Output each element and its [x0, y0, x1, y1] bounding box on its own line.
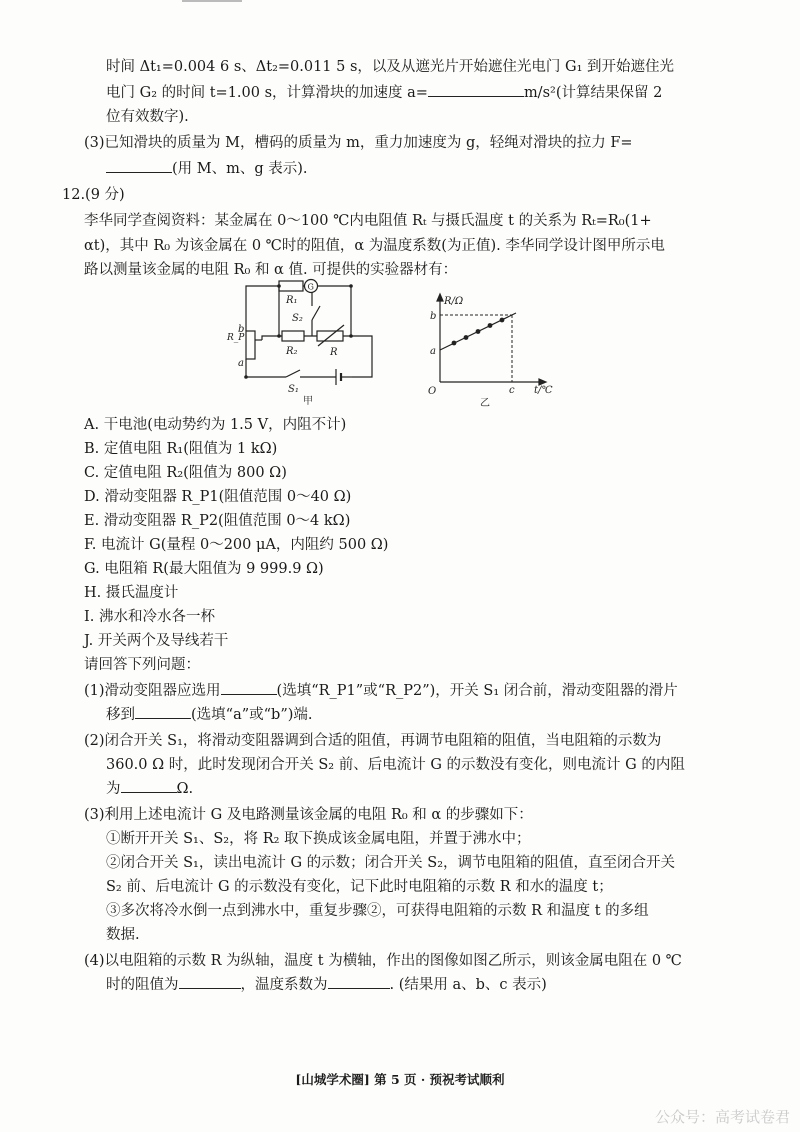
item-f: F. 电流计 G(量程 0～200 μA，内阻约 500 Ω) — [84, 537, 389, 553]
circuit-diagram-jia — [224, 276, 384, 406]
caption-jia: 甲 — [303, 396, 313, 406]
data-point — [488, 323, 493, 328]
graph-yi — [424, 290, 564, 408]
answer-blank-acceleration[interactable] — [428, 82, 524, 97]
item-b: B. 定值电阻 R₁(阻值为 1 kΩ) — [84, 441, 278, 457]
q11-line3: 位有效数字). — [106, 109, 189, 125]
part4-line1: (4)以电阻箱的示数 R 为纵轴，温度 t 为横轴，作出的图像如图乙所示，则该金属电阻在 0 ℃ — [84, 953, 682, 969]
xlabel: t/℃ — [534, 385, 553, 396]
part1-end-hint: (选填“a”或“b”)端. — [191, 707, 313, 723]
xtick-c: c — [509, 385, 515, 396]
answer-blank-slider-end[interactable] — [135, 704, 191, 719]
resistor-r1 — [279, 281, 303, 291]
wire-slider — [262, 336, 279, 340]
item-g: G. 电阻箱 R(最大阻值为 9 999.9 Ω) — [84, 561, 324, 577]
q12-intro-1: 李华同学查阅资料：某金属在 0～100 ℃内电阻值 Rₜ 与摄氏温度 t 的关系为 Rₜ=R₀(1+ — [84, 213, 652, 229]
wire-bottom-left — [246, 359, 286, 377]
answer-blank-tension[interactable] — [106, 158, 172, 173]
node — [244, 375, 248, 379]
answer-blank-alpha[interactable] — [328, 974, 390, 989]
item-j: J. 开关两个及导线若干 — [84, 633, 229, 649]
answer-blank-rheostat[interactable] — [221, 680, 277, 695]
page-footer: [山城学术圈] 第 5 页 · 预祝考试顺利 — [295, 1072, 505, 1087]
item-h: H. 摄氏温度计 — [84, 585, 179, 601]
part2-line3 — [106, 778, 193, 800]
ylabel: R/Ω — [444, 296, 464, 307]
switch-s1 — [286, 370, 300, 377]
node — [349, 334, 353, 338]
node — [349, 284, 353, 288]
q11-line2 — [106, 82, 662, 104]
top-rule — [182, 0, 242, 2]
node — [277, 334, 281, 338]
part4-alpha-text: ，温度系数为 — [240, 977, 328, 993]
y-axis-arrow — [437, 294, 443, 301]
label-g: G — [307, 282, 314, 292]
label-r: R — [330, 347, 338, 358]
label-r1: R₁ — [286, 295, 298, 306]
label-rp: R_P — [227, 333, 245, 343]
answer-prompt: 请回答下列问题： — [84, 657, 200, 673]
part1-line2 — [106, 704, 313, 726]
q12-intro-2: αt)，其中 R₀ 为该金属在 0 ℃时的阻值，α 为温度系数(为正值). 李华同学设计图甲所示电 — [84, 238, 665, 254]
label-r2: R₂ — [286, 346, 298, 357]
ytick-a: a — [430, 346, 436, 357]
q12-intro-3: 路以测量该金属的电阻 R₀ 和 α 值. 可提供的实验器材有： — [84, 262, 458, 278]
q11-line2-text: 电门 G₂ 的时间 t=1.00 s，计算滑块的加速度 a= — [106, 85, 428, 101]
label-s2: S₂ — [292, 313, 303, 324]
switch-s2 — [312, 306, 320, 320]
q11-part3-answer — [106, 158, 308, 180]
part2-unit: Ω. — [176, 781, 194, 797]
part2-line1: (2)闭合开关 S₁，将滑动变阻器调到合适的阻值，再调节电阻箱的阻值，当电阻箱的示数为 — [84, 733, 662, 749]
part4-line2 — [106, 974, 547, 996]
item-e: E. 滑动变阻器 R_P2(阻值范围 0～4 kΩ) — [84, 513, 351, 529]
q11-part3: (3)已知滑块的质量为 M，槽码的质量为 m，重力加速度为 g，轻绳对滑块的拉力 F= — [84, 135, 633, 151]
part1-text: (1)滑动变阻器应选用 — [84, 683, 221, 699]
item-i: I. 沸水和冷水各一杯 — [84, 609, 215, 625]
label-a: a — [238, 358, 244, 369]
item-a: A. 干电池(电动势约为 1.5 V，内阻不计) — [84, 417, 347, 433]
data-point — [452, 341, 457, 346]
label-s1: S₁ — [288, 384, 299, 395]
watermark: 公众号：高考试卷君 — [654, 1108, 790, 1126]
resistor-r2 — [282, 331, 304, 341]
node — [277, 284, 281, 288]
part2-wei: 为 — [106, 781, 121, 797]
label-b: b — [238, 324, 245, 335]
part3-step1: ①断开开关 S₁、S₂，将 R₂ 取下换成该金属电阻，并置于沸水中； — [106, 831, 531, 847]
part3-step2: ②闭合开关 S₁，读出电流计 G 的示数；闭合开关 S₂，调节电阻箱的阻值，直至闭合开关 — [106, 855, 676, 871]
answer-blank-internal-resistance[interactable] — [121, 778, 177, 793]
q11-part3-hint: (用 M、m、g 表示). — [172, 161, 308, 177]
wire-outer — [246, 286, 372, 377]
q12-header: 12.(9 分) — [62, 187, 125, 203]
part3-step3-cont: 数据. — [106, 927, 140, 943]
part3-line1: (3)利用上述电流计 G 及电路测量该金属的电阻 R₀ 和 α 的步骤如下： — [84, 807, 533, 823]
origin-label: O — [428, 386, 437, 397]
rheostat-rp — [246, 331, 255, 359]
part4-r0-text: 时的阻值为 — [106, 977, 179, 993]
data-point — [464, 335, 469, 340]
answer-blank-r0[interactable] — [179, 974, 241, 989]
data-point — [500, 318, 505, 323]
part3-step3: ③多次将冷水倒一点到沸水中，重复步骤②，可获得电阻箱的示数 R 和温度 t 的多组 — [106, 903, 649, 919]
part2-line2: 360.0 Ω 时，此时发现闭合开关 S₂ 前、后电流计 G 的示数没有变化，则电流计 G 的内阻 — [106, 757, 685, 773]
part1-line1 — [84, 680, 678, 702]
q11-line1: 时间 Δt₁=0.004 6 s、Δt₂=0.011 5 s，以及从遮光片开始遮住光电门 G₁ 到开始遮住光 — [106, 59, 675, 75]
part3-step2-cont: S₂ 前、后电流计 G 的示数没有变化，记下此时电阻箱的示数 R 和水的温度 t； — [106, 879, 613, 895]
item-c: C. 定值电阻 R₂(阻值为 800 Ω) — [84, 465, 287, 481]
part1-move: 移到 — [106, 707, 135, 723]
part4-hint: . (结果用 a、b、c 表示) — [389, 977, 547, 993]
q11-line2-unit: m/s²(计算结果保留 2 — [523, 85, 663, 101]
part1-hint: (选填“R_P1”或“R_P2”)，开关 S₁ 闭合前，滑动变阻器的滑片 — [276, 683, 678, 699]
data-point — [476, 329, 481, 334]
caption-yi: 乙 — [480, 398, 490, 408]
ytick-b: b — [430, 311, 437, 322]
item-d: D. 滑动变阻器 R_P1(阻值范围 0～40 Ω) — [84, 489, 352, 505]
